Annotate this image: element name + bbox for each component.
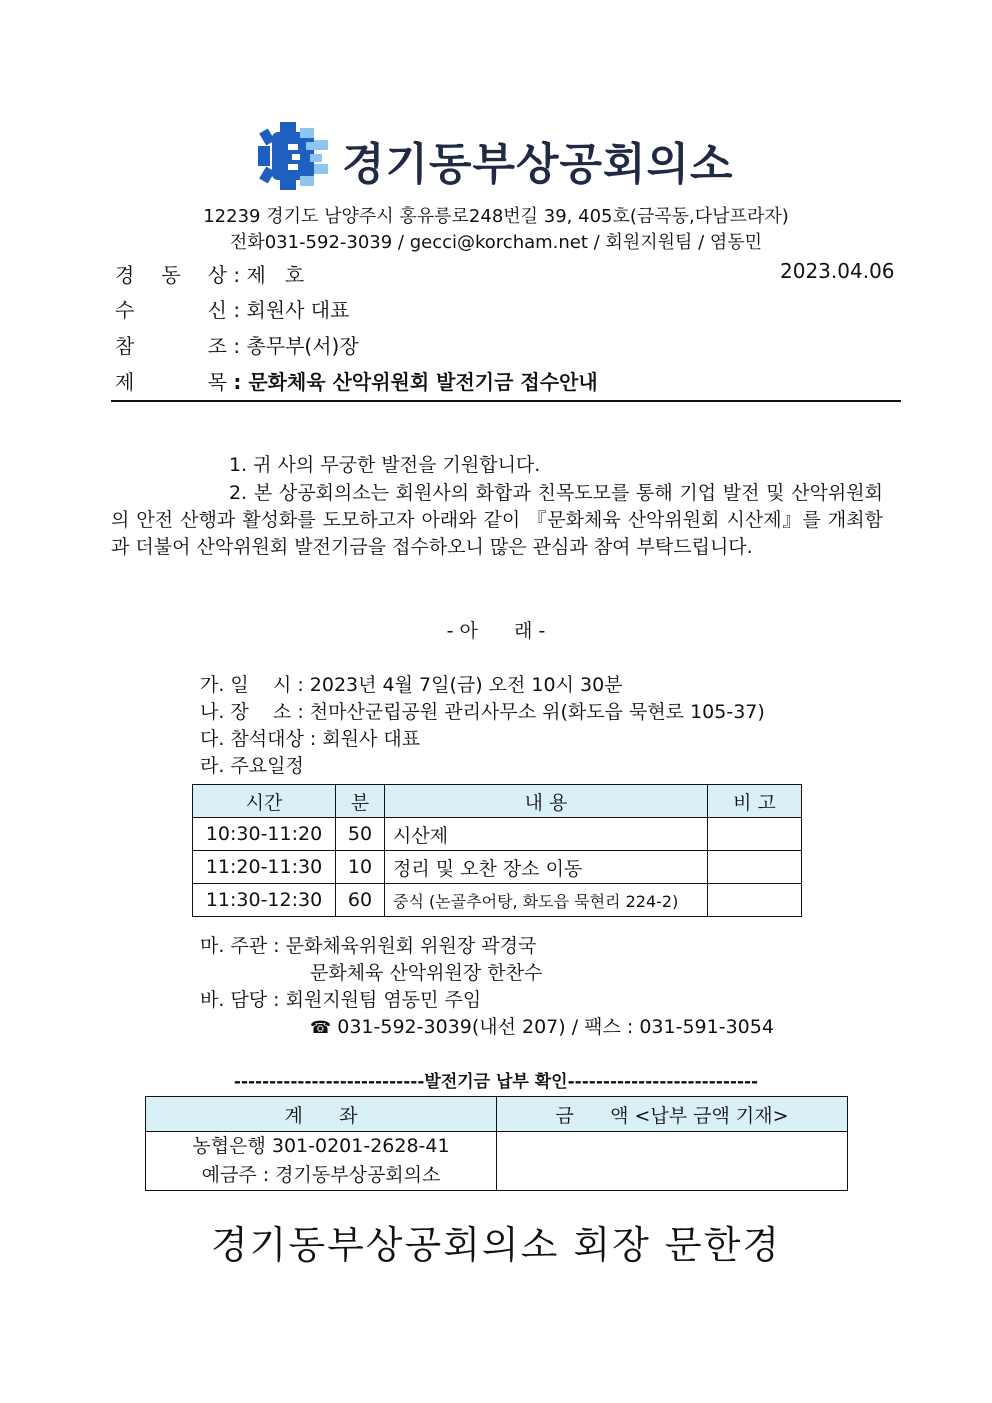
paragraph-1: 1. 귀 사의 무궁한 발전을 기원합니다. [229, 454, 541, 476]
row-content: 중식 (논골추어탕, 화도읍 묵현리 224-2) [385, 884, 708, 917]
table-row [193, 884, 802, 917]
chamber-logo [256, 122, 736, 190]
payment-row [146, 1132, 848, 1191]
payment-table [145, 1096, 848, 1191]
schedule-table [192, 784, 802, 917]
col-minutes: 분 [336, 785, 385, 818]
row-minutes: 50 [336, 818, 385, 851]
schedule-heading: 라. 주요일정 [200, 755, 304, 777]
subject-value: : 문화체육 산악위원회 발전기금 접수안내 [233, 370, 598, 394]
reference-label: 참 조 [115, 334, 227, 358]
amount-input-cell [497, 1132, 848, 1191]
col-content: 내 용 [385, 785, 708, 818]
account-cell [146, 1132, 497, 1191]
recipient-value: : 회원사 대표 [233, 298, 350, 322]
row-minutes: 10 [336, 851, 385, 884]
gear-logo-icon [256, 122, 336, 190]
manager-line: 바. 담당 : 회원지원팀 염동민 주임 [200, 989, 482, 1011]
logo-text: 경기동부상공회의소 [342, 139, 734, 190]
paragraph-2: 2. 본 상공회의소는 회원사의 화합과 친목도모를 통해 기업 발전 및 산악위원회의 안전 산행과 활성화를 도모하고자 아래와 같이 『문화체육 산악위원회 시산제』를 개최함과 더불어 산악위원회 발전기금을 접수하오니 많은 관심과 참여 부탁드립니다. [111, 482, 883, 558]
row-note [708, 884, 802, 917]
col-time: 시간 [193, 785, 336, 818]
col-amount: 금 액 <납부 금액 기재> [497, 1097, 848, 1132]
reference-row [115, 330, 359, 359]
row-note [708, 818, 802, 851]
subject-row [115, 366, 598, 395]
payment-header-row [146, 1097, 848, 1132]
row-time: 11:20-11:30 [193, 851, 336, 884]
signature: 경기동부상공회의소 회장 문한경 [210, 1223, 782, 1267]
payment-title: ---------------------------발전기금 납부 확인--------------------------- [233, 1072, 759, 1092]
address-line: 12239 경기도 남양주시 홍유릉로248번길 39, 405호(금곡동,다남프라자) [203, 206, 789, 227]
subject-label: 제 목 [115, 370, 227, 394]
row-minutes: 60 [336, 884, 385, 917]
schedule-header-row [193, 785, 802, 818]
phone-icon: ☎ [310, 1018, 332, 1038]
document-date: 2023.04.06 [780, 259, 895, 283]
doc-number-label: 경 동 상 [115, 263, 227, 287]
table-row [193, 851, 802, 884]
recipient-label: 수 신 [115, 298, 227, 322]
attendee-line: 다. 참석대상 : 회원사 대표 [200, 728, 421, 750]
place-line: 나. 장 소 : 천마산군립공원 관리사무소 위(화도읍 묵현로 105-37) [200, 701, 765, 723]
date-line: 가. 일 시 : 2023년 4월 7일(금) 오전 10시 30분 [200, 674, 623, 696]
account-holder: 예금주 : 경기동부상공회의소 [201, 1164, 441, 1186]
row-time: 10:30-11:20 [193, 818, 336, 851]
contact-line: 전화031-592-3039 / gecci@korcham.net / 회원지원팀 / 염동민 [229, 232, 763, 253]
doc-number-row [115, 259, 304, 288]
col-note: 비 고 [708, 785, 802, 818]
row-time: 11:30-12:30 [193, 884, 336, 917]
organizer-line: 마. 주관 : 문화체육위원회 위원장 곽경국 [200, 935, 537, 957]
recipient-row [115, 294, 349, 323]
phone-fax-line [310, 1012, 774, 1039]
doc-number-value: : 제 호 [233, 263, 305, 287]
account-number: 농협은행 301-0201-2628-41 [192, 1135, 450, 1157]
phone-fax-text: 031-592-3039(내선 207) / 팩스 : 031-591-3054 [337, 1016, 774, 1038]
row-content: 정리 및 오찬 장소 이동 [385, 851, 708, 884]
section-title: - 아 래 - [446, 620, 546, 642]
row-content: 시산제 [385, 818, 708, 851]
reference-value: : 총무부(서)장 [233, 334, 359, 358]
row-note [708, 851, 802, 884]
col-account: 계 좌 [146, 1097, 497, 1132]
table-row [193, 818, 802, 851]
organizer-line-2: 문화체육 산악위원장 한찬수 [310, 962, 543, 984]
header-divider [111, 400, 901, 402]
